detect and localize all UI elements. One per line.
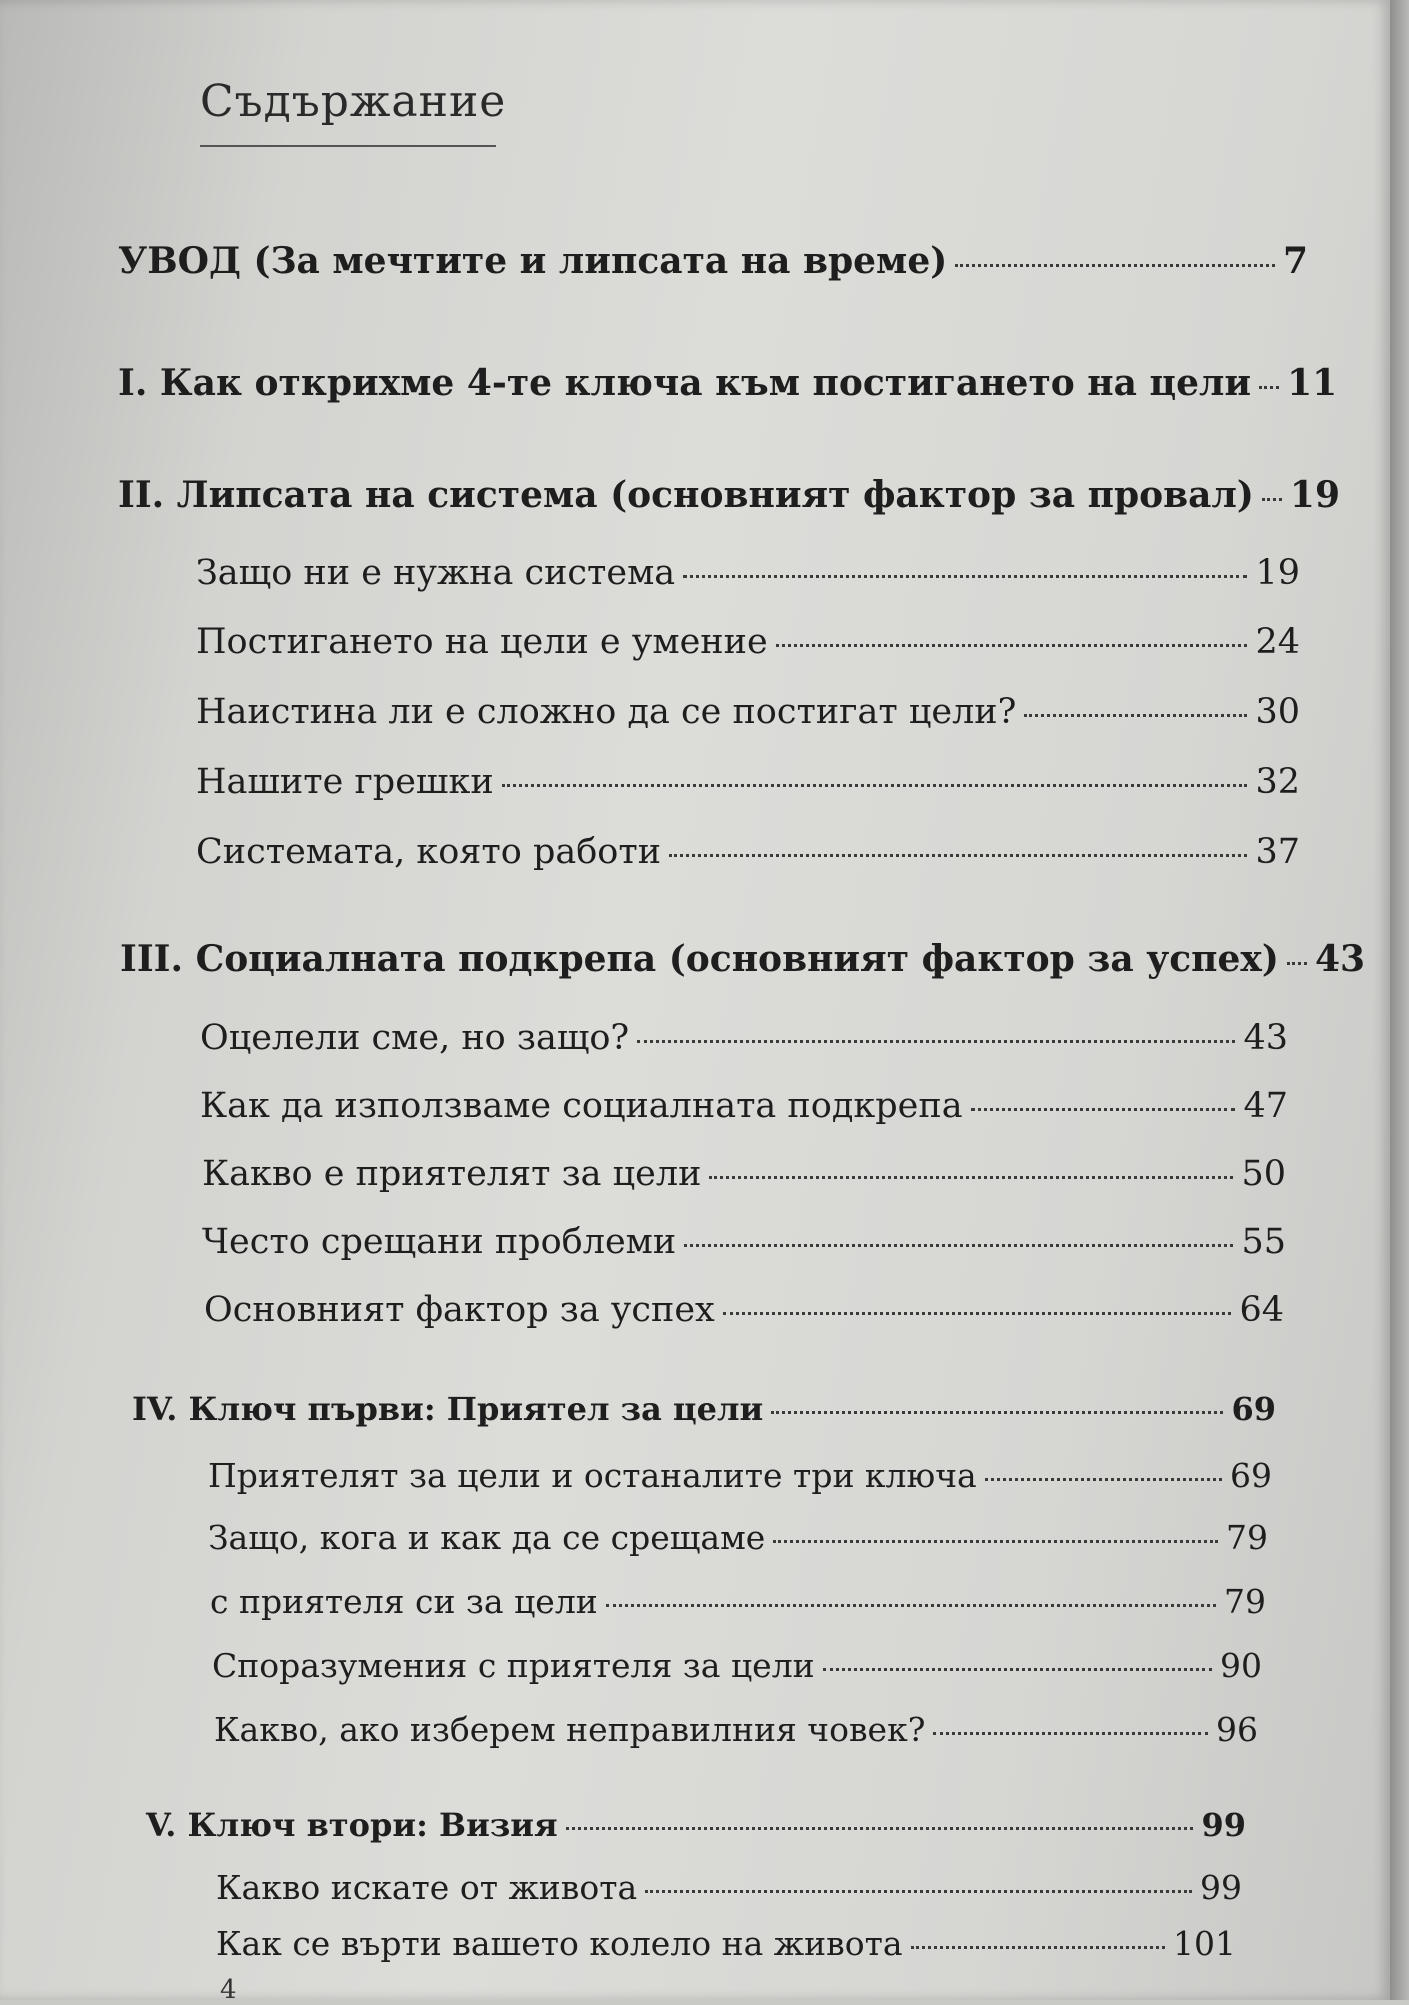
toc-entry-section	[196, 692, 1300, 732]
toc-leader	[773, 1540, 1218, 1543]
page-number: 4	[220, 1975, 237, 2005]
toc-label: Основният фактор за успех	[204, 1290, 715, 1330]
toc-page: 69	[1231, 1390, 1276, 1428]
toc-leader	[709, 1176, 1233, 1179]
page-edge	[1390, 0, 1409, 2000]
toc-leader	[684, 1244, 1233, 1247]
toc-label: Оцелели сме, но защо?	[200, 1018, 630, 1058]
toc-leader	[771, 1411, 1223, 1414]
toc-label: Какво, ако изберем неправилния човек?	[214, 1710, 926, 1749]
toc-entry-section	[214, 1710, 1258, 1749]
toc-page: 43	[1314, 938, 1366, 980]
toc-leader	[971, 1108, 1236, 1111]
toc-leader	[645, 1890, 1192, 1893]
toc-label: Постигането на цели е умение	[196, 622, 768, 662]
toc-page: 55	[1241, 1222, 1286, 1262]
toc-label: Нашите грешки	[196, 762, 494, 802]
toc-page: 69	[1230, 1456, 1272, 1495]
toc-leader	[637, 1040, 1235, 1043]
toc-entry-section	[196, 762, 1300, 802]
toc-page: 37	[1255, 832, 1300, 872]
toc-entry-section	[196, 553, 1300, 593]
toc-page: 7	[1282, 240, 1308, 282]
toc-page: 101	[1173, 1924, 1236, 1963]
toc-page: 96	[1216, 1710, 1258, 1749]
toc-leader	[776, 644, 1248, 647]
toc-page: 32	[1255, 762, 1300, 802]
toc-leader	[1287, 962, 1307, 965]
toc-label: Защо ни е нужна система	[196, 553, 676, 593]
page-title: Съдържание	[200, 76, 496, 147]
toc-page: 11	[1287, 362, 1338, 404]
toc-label: Как се върти вашето колело на живота	[216, 1924, 903, 1963]
toc-leader	[933, 1732, 1208, 1735]
toc-leader	[606, 1604, 1216, 1607]
toc-leader	[1262, 498, 1282, 501]
toc-entry-section	[208, 1518, 1268, 1557]
toc-leader	[985, 1478, 1222, 1481]
toc-page: 79	[1226, 1518, 1268, 1557]
toc-page: 64	[1239, 1290, 1284, 1330]
toc-entry-section	[210, 1582, 1266, 1621]
toc-page: 90	[1220, 1646, 1262, 1685]
toc-page: 30	[1255, 692, 1300, 732]
toc-label: Често срещани проблеми	[202, 1222, 677, 1262]
toc-page: 79	[1224, 1582, 1266, 1621]
toc-label: УВОД (За мечтите и липсата на време)	[118, 240, 948, 282]
toc-leader	[723, 1312, 1232, 1315]
toc-label: Как да използваме социалната подкрепа	[200, 1086, 963, 1126]
toc-page: 47	[1243, 1086, 1288, 1126]
toc-label: Споразумения с приятеля за цели	[212, 1646, 815, 1685]
toc-leader	[683, 575, 1247, 578]
toc-entry-chapter-1	[118, 362, 1338, 404]
toc-page: 50	[1241, 1154, 1286, 1194]
toc-entry-chapter-2	[118, 474, 1341, 516]
toc-entry-chapter-4	[132, 1390, 1276, 1428]
toc-page: 19	[1255, 553, 1300, 593]
toc-leader	[823, 1668, 1212, 1671]
toc-page: 43	[1243, 1018, 1288, 1058]
toc-leader	[955, 264, 1275, 267]
toc-label: Наистина ли е сложно да се постигат цели?	[196, 692, 1017, 732]
toc-entry-section	[200, 1018, 1288, 1058]
toc-page: 24	[1255, 622, 1300, 662]
toc-label: Какво искате от живота	[216, 1868, 638, 1907]
toc-label: II. Липсата на система (основният фактор за провал)	[118, 474, 1254, 516]
toc-entry-section	[202, 1154, 1286, 1194]
toc-leader	[669, 854, 1247, 857]
toc-leader	[566, 1827, 1194, 1830]
toc-label: III. Социалната подкрепа (основният фактор за успех)	[120, 938, 1279, 980]
toc-entry-intro	[118, 240, 1308, 282]
toc-entry-section	[216, 1924, 1236, 1963]
toc-label: IV. Ключ първи: Приятел за цели	[132, 1390, 764, 1428]
toc-entry-section	[200, 1086, 1288, 1126]
toc-page: 99	[1201, 1806, 1246, 1844]
toc-page: 99	[1200, 1868, 1242, 1907]
toc-leader	[1024, 714, 1247, 717]
toc-leader	[911, 1946, 1165, 1949]
toc-entry-section	[216, 1868, 1242, 1907]
toc-entry-section	[196, 622, 1300, 662]
toc-entry-chapter-3	[120, 938, 1366, 980]
toc-entry-section	[202, 1222, 1286, 1262]
toc-label: Системата, която работи	[196, 832, 662, 872]
toc-leader	[1259, 386, 1279, 389]
toc-entry-section	[208, 1456, 1272, 1495]
toc-label: I. Как открихме 4-те ключа към постигането на цели	[118, 362, 1252, 404]
toc-entry-section	[212, 1646, 1262, 1685]
toc-label: V. Ключ втори: Визия	[146, 1806, 558, 1844]
toc-page: 19	[1289, 474, 1341, 516]
toc-label: Приятелят за цели и останалите три ключа	[208, 1456, 977, 1495]
toc-label: с приятеля си за цели	[210, 1582, 598, 1621]
toc-entry-section	[204, 1290, 1284, 1330]
toc-leader	[502, 784, 1248, 787]
toc-label: Какво е приятелят за цели	[202, 1154, 702, 1194]
toc-entry-section	[196, 832, 1300, 872]
toc-label: Защо, кога и как да се срещаме	[208, 1518, 766, 1557]
toc-entry-chapter-5	[146, 1806, 1246, 1844]
